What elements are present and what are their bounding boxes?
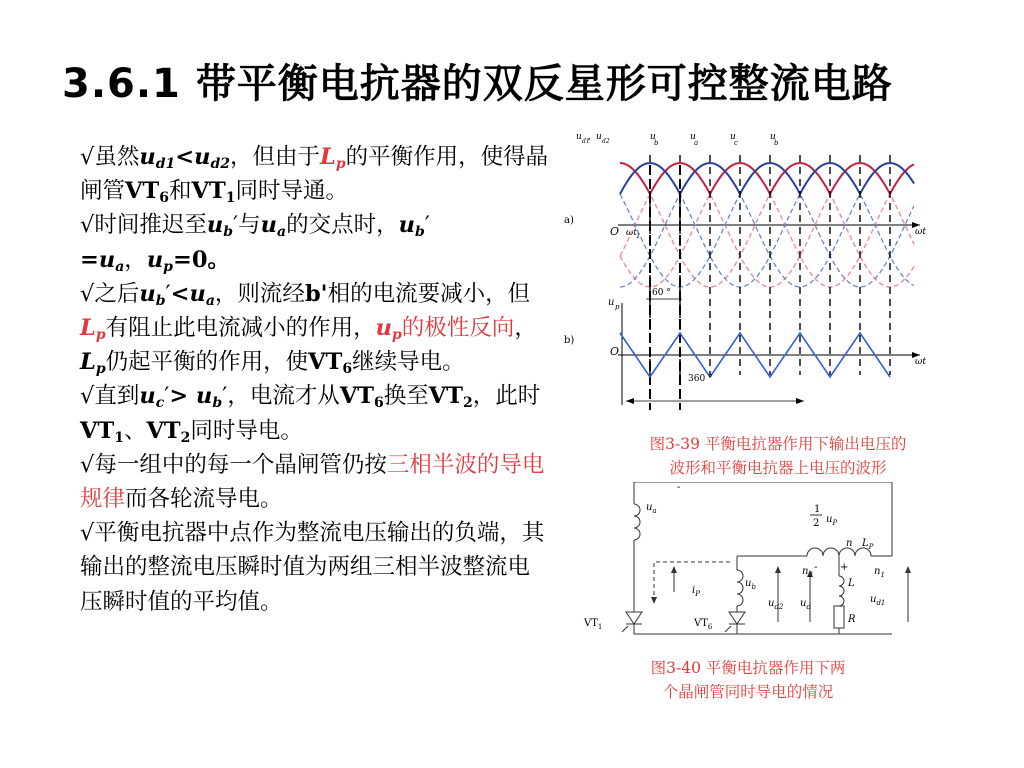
- n1-label: $n_1$: [874, 566, 885, 579]
- ip-path: [654, 562, 732, 602]
- alpha-sub: 1: [636, 232, 641, 240]
- text: 的极性反向: [401, 315, 515, 342]
- label-a: a): [564, 215, 574, 226]
- half-den: 2: [813, 518, 820, 529]
- text: ，但由于: [230, 144, 321, 170]
- arrow-icon: [671, 566, 677, 573]
- sub: a: [277, 224, 287, 241]
- prime: ′: [164, 383, 170, 410]
- text: 三相半波的导电规律: [80, 451, 545, 513]
- l-label: L: [848, 578, 855, 589]
- text: 与: [238, 212, 261, 239]
- phase-label: d2: [602, 138, 610, 145]
- origin-b: O: [610, 345, 620, 358]
- sub: 2: [463, 395, 473, 412]
- text: 仍起平衡的作用，使: [105, 349, 309, 376]
- bullet-5: [80, 448, 550, 516]
- sub: a: [115, 258, 125, 275]
- text: 、: [123, 417, 147, 444]
- up-sub: p: [615, 303, 620, 311]
- vt: VT: [80, 417, 115, 444]
- vt: VT: [339, 383, 375, 410]
- ud1-label: $u_{d1}$: [870, 594, 886, 607]
- arrow-icon: [775, 566, 781, 573]
- phase: b': [304, 280, 328, 307]
- var-u: u: [146, 246, 164, 273]
- var-u: u: [189, 280, 206, 307]
- text: 时间推迟至: [94, 212, 207, 239]
- vt: VT: [428, 383, 463, 410]
- vt: VT: [125, 178, 160, 205]
- sub: 6: [342, 361, 353, 378]
- angle-60: 60 °: [652, 288, 671, 298]
- text: 同时导电。: [190, 417, 303, 444]
- op: >: [169, 383, 197, 410]
- prime: ′: [424, 212, 430, 239]
- sub: 2: [180, 429, 191, 446]
- commutation-lines: [650, 155, 890, 410]
- var-u: u: [139, 144, 156, 170]
- figure-3-40-caption: [620, 656, 876, 704]
- check-mark: √: [80, 212, 95, 239]
- figure-3-39-caption: [600, 432, 956, 480]
- arrow-icon: [626, 398, 634, 404]
- sub: p: [95, 361, 106, 378]
- prime: ′: [222, 383, 228, 410]
- sub: a: [205, 292, 215, 309]
- text: 虽然: [94, 144, 140, 170]
- check-mark: √: [80, 451, 95, 478]
- caption-line: 个晶闸管同时导电的情况: [662, 683, 834, 701]
- phase-labels: [576, 132, 779, 147]
- up-label: $u_P$: [826, 514, 838, 527]
- text: 每一组中的每一个晶闸管仍按: [94, 451, 387, 478]
- caption-line: 图3-40 平衡电抗器作用下两: [650, 659, 846, 677]
- var-u: u: [375, 315, 392, 342]
- sub: p: [95, 327, 106, 344]
- vt: VT: [191, 178, 226, 205]
- sub: d1: [155, 156, 176, 172]
- phase-label: u: [576, 132, 582, 142]
- phase-label: b: [654, 139, 659, 147]
- caption-line: 波形和平衡电抗器上电压的波形: [669, 459, 887, 477]
- vt6-label: $VT_6$: [694, 618, 713, 631]
- vt: VT: [146, 417, 181, 444]
- var-u: u: [196, 383, 213, 410]
- load-resistor: [834, 606, 844, 628]
- phase-label: b: [774, 139, 779, 147]
- vt1-thyristor: [626, 612, 642, 624]
- vt: VT: [308, 349, 343, 376]
- sub: b: [212, 395, 223, 412]
- check-mark: √: [80, 520, 95, 547]
- bullet-4: [80, 379, 550, 447]
- var-u: u: [139, 383, 156, 410]
- text: 平衡电抗器中点作为整流电压输出的负端，其输出的整流电压瞬时值为两组三相半波整流电压瞬时值的平均值。: [80, 520, 545, 615]
- prime: ′: [233, 212, 239, 239]
- arrow-icon: [651, 597, 657, 604]
- op: =: [80, 246, 99, 273]
- ua-coil: [634, 504, 640, 540]
- half-num: 1: [814, 504, 821, 515]
- text: ，: [124, 246, 147, 273]
- bullet-6: [80, 516, 550, 619]
- text: 的平衡作用，使得晶闸管: [80, 144, 549, 205]
- arrow-icon: [796, 398, 804, 404]
- ud2-label: $u_{d2}$: [768, 598, 784, 611]
- phase-label: c: [734, 139, 738, 147]
- text: 有阻止此电流减小的作用，: [105, 315, 376, 342]
- prime: ′: [165, 280, 171, 307]
- waveform-figure: [560, 125, 940, 415]
- sub: p: [335, 156, 346, 172]
- angle-360: 360 °: [688, 374, 713, 384]
- sub: 1: [114, 429, 124, 446]
- op: =0。: [172, 246, 230, 273]
- var-l: L: [80, 315, 96, 342]
- alpha-label: ωt: [626, 228, 637, 238]
- phase-label: a: [694, 139, 699, 147]
- sub: p: [392, 327, 402, 344]
- var-u: u: [194, 144, 211, 170]
- ub-coil: [737, 570, 743, 606]
- sub: b: [414, 224, 425, 241]
- sub: c: [155, 395, 165, 412]
- var-u: u: [398, 212, 415, 239]
- sub: p: [163, 258, 173, 275]
- sub: 6: [159, 190, 169, 207]
- circuit-figure: [582, 482, 922, 652]
- text: 而各轮流导电。: [125, 486, 283, 513]
- text: 同时导通。: [235, 178, 348, 205]
- sub: 6: [374, 395, 384, 412]
- label-b: b): [564, 335, 575, 346]
- ub-label: $u_b$: [745, 578, 756, 591]
- plus-sign: +: [840, 562, 849, 573]
- phase-label: u: [650, 132, 656, 142]
- var-l: L: [320, 144, 336, 170]
- load-inductor: [839, 576, 844, 606]
- text: 换至: [383, 383, 429, 410]
- text: 和: [168, 178, 192, 205]
- phase-label: u: [730, 132, 736, 142]
- vt6-thyristor: [729, 612, 745, 624]
- bullet-2: [80, 208, 550, 276]
- var-l: L: [80, 349, 96, 376]
- var-u: u: [260, 212, 277, 239]
- text: 直到: [94, 383, 140, 410]
- text: ，: [514, 315, 537, 342]
- up-label: u: [608, 297, 615, 308]
- check-mark: √: [80, 383, 95, 410]
- arrow-icon: [905, 566, 911, 573]
- phase-label: u: [770, 132, 776, 142]
- page-title: 3.6.1 带平衡电抗器的双反星形可控整流电路: [62, 61, 893, 107]
- n-label: n: [846, 538, 853, 549]
- text: 之后: [94, 280, 140, 307]
- sub: b: [155, 292, 166, 309]
- minus-sign: -: [814, 562, 818, 573]
- axis-label-b: ωt: [915, 357, 926, 367]
- ip-label: $i_P$: [692, 585, 700, 598]
- phase-label: u: [596, 132, 602, 142]
- text: 的交点时，: [286, 212, 399, 239]
- lp-label: $L_P$: [862, 538, 874, 551]
- text: ，此时: [472, 383, 541, 410]
- bullet-list: [80, 140, 550, 619]
- origin-a: O: [610, 225, 620, 238]
- gate: [622, 626, 628, 632]
- gate: [725, 626, 731, 632]
- text: 相的电流要减小，但: [327, 280, 531, 307]
- r-label: R: [848, 614, 856, 625]
- var-u: u: [98, 246, 116, 273]
- ud-label: $u_d$: [800, 598, 811, 611]
- check-mark: √: [80, 280, 95, 307]
- n2-label: $n_2$: [802, 566, 813, 579]
- phase-label: ,: [588, 132, 591, 142]
- ua-label: $u_a$: [646, 502, 657, 515]
- phase-label: u: [690, 132, 696, 142]
- sub: b: [223, 224, 234, 241]
- axis-label-a: ωt: [915, 227, 926, 237]
- lp-inductor: [807, 548, 871, 556]
- var-u: u: [206, 212, 224, 239]
- text: 继续导电。: [352, 349, 465, 376]
- vt1-label: $VT_1$: [584, 618, 603, 631]
- dot-mark: -: [677, 482, 681, 493]
- sub: d2: [210, 156, 230, 172]
- check-mark: √: [80, 144, 95, 170]
- phase-label: d1: [582, 138, 590, 145]
- op: <: [170, 280, 190, 307]
- text: ，则流经: [214, 280, 305, 307]
- sub: 1: [225, 190, 236, 207]
- text: ，电流才从: [227, 383, 340, 410]
- var-u: u: [139, 280, 156, 307]
- caption-line: 图3-39 平衡电抗器作用下输出电压的: [649, 435, 907, 453]
- bullet-3: [80, 277, 550, 380]
- op: <: [175, 144, 195, 170]
- bullet-1: [80, 140, 550, 208]
